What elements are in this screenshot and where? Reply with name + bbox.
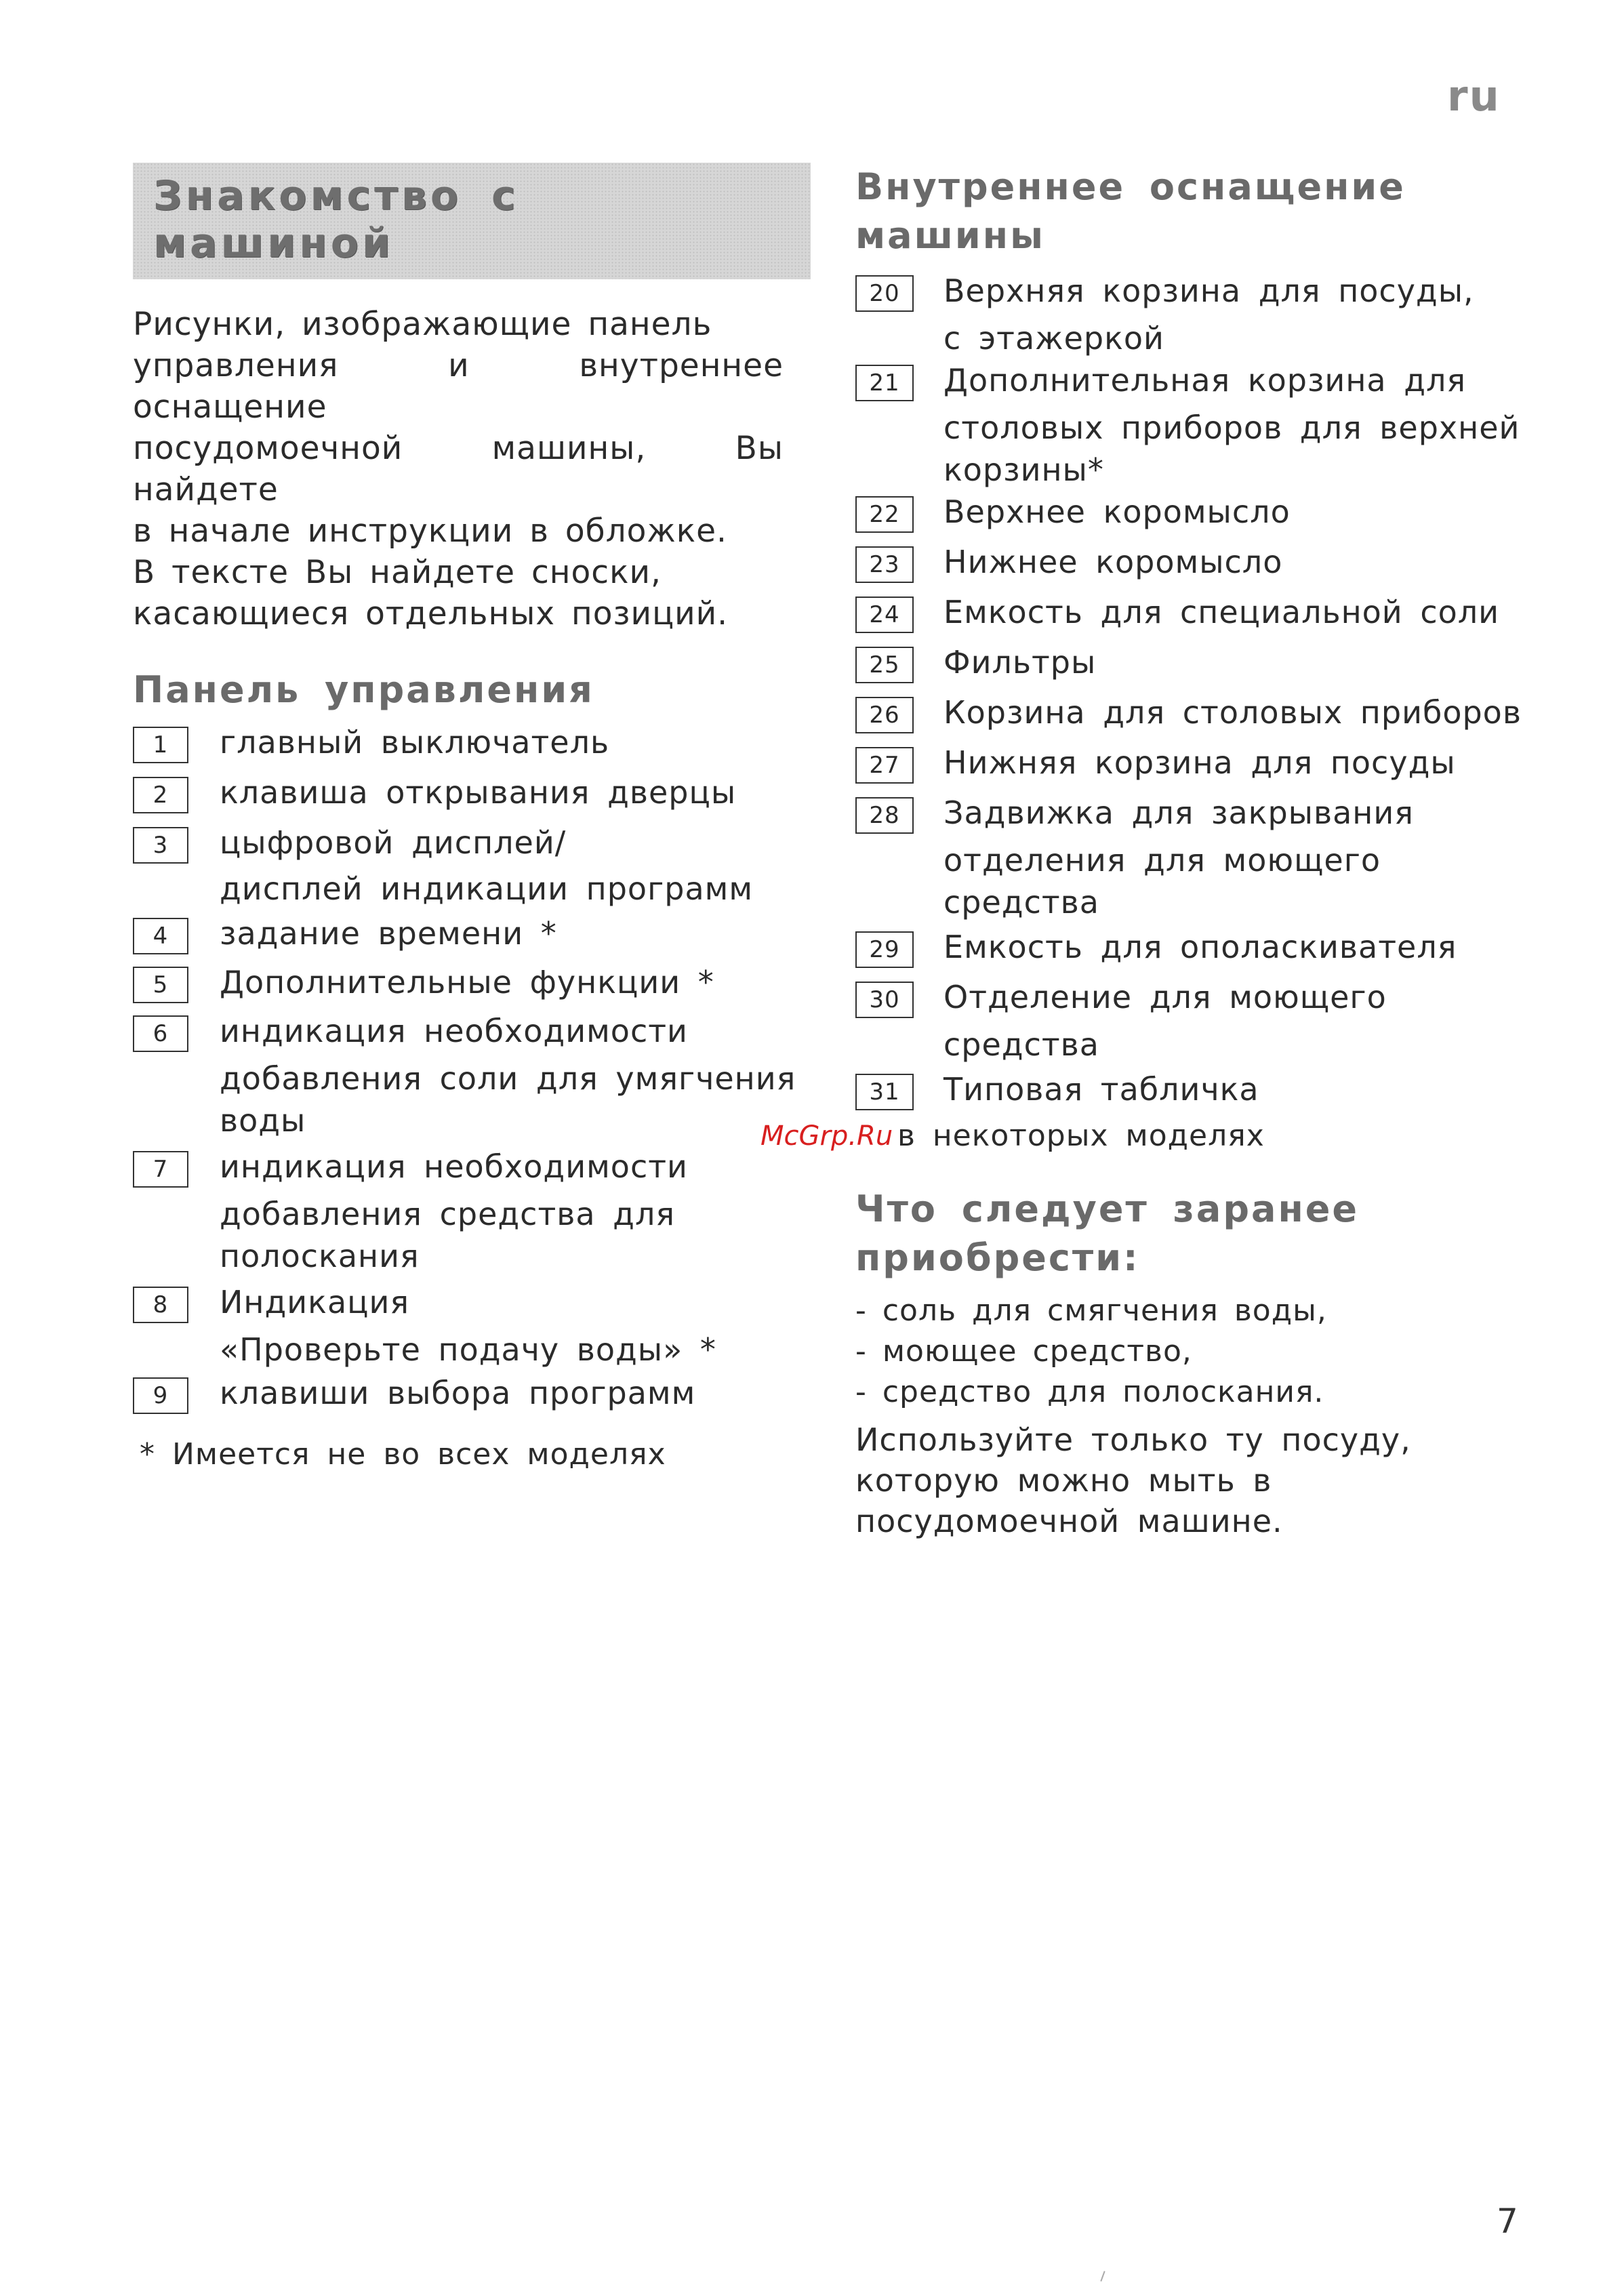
item-line: Индикация [220,1284,410,1320]
item-number: 3 [133,827,188,864]
inner-title [855,163,1533,260]
item-line: Верхнее коромысло [943,493,1291,530]
intro-line: управления и внутреннее оснащение [133,347,784,426]
item-line: Верхняя корзина для посуды, [943,272,1474,309]
item-text [943,359,1533,491]
list-item [855,742,1533,784]
item-text [220,771,811,813]
item-text [943,742,1533,784]
item-number: 6 [133,1015,188,1052]
left-column [133,163,811,1475]
item-number: 31 [855,1074,914,1110]
section-banner [133,163,811,279]
list-item: - моющее средство, [855,1334,1192,1369]
item-line: задание времени * [220,915,557,952]
list-item [133,721,811,763]
item-number: 22 [855,496,914,533]
closing-line: Используйте только ту посуду, [855,1421,1411,1458]
item-line: Отделение для моющего [943,979,1387,1015]
list-item [133,822,811,910]
item-line: корзины* [943,451,1104,488]
item-text [220,1146,811,1277]
item-line: средства [943,884,1099,921]
list-item [855,491,1533,533]
item-line: главный выключатель [220,724,610,761]
item-text [220,912,811,954]
item-number: 9 [133,1377,188,1414]
panel-title: Панель управления [133,668,594,711]
list-item [855,541,1533,583]
title-line: приобрести: [855,1236,1140,1279]
inner-list [855,270,1533,1110]
list-item [133,1146,811,1277]
page-number: 7 [1497,2202,1518,2241]
intro-line: В тексте Вы найдете сноски, [133,554,662,591]
footnote-text: в некоторых моделях [897,1118,1265,1153]
item-number: 1 [133,727,188,763]
item-number: 2 [133,777,188,813]
item-line: Емкость для специальной соли [943,594,1500,630]
intro-line: Рисунки, изображающие панель [133,306,712,343]
item-text [943,792,1533,923]
right-column [760,163,1533,1541]
intro-line: в начале инструкции в обложке. [133,512,727,550]
closing-line: которую можно мыть в [855,1462,1272,1499]
item-text [943,491,1533,533]
item-text [943,641,1533,683]
item-text [943,591,1533,633]
item-text [220,1372,811,1414]
item-text [943,926,1533,968]
list-item [855,591,1533,633]
item-line: добавления средства для [220,1196,676,1232]
item-line: клавиши выбора программ [220,1375,696,1411]
list-item [855,270,1533,359]
item-line: воды [220,1102,306,1139]
item-text [943,691,1533,733]
item-number: 23 [855,546,914,583]
item-number: 8 [133,1287,188,1323]
item-text [220,1281,811,1371]
list-item [855,641,1533,683]
list-item [855,926,1533,968]
right-footnote [760,1116,1533,1156]
item-text [220,961,811,1003]
item-number: 30 [855,982,914,1018]
item-number: 26 [855,697,914,733]
item-line: Емкость для ополаскивателя [943,929,1457,965]
language-code: ru [1447,71,1501,121]
item-line: цыфровой дисплей/ [220,824,567,861]
item-line: полоскания [220,1238,420,1274]
list-item [855,792,1533,923]
item-line: «Проверьте подачу воды» * [220,1331,716,1368]
list-item [855,976,1533,1066]
item-text [220,1010,811,1142]
list-item [133,1010,811,1142]
list-item: - средство для полоскания. [855,1375,1324,1409]
item-line: средства [943,1026,1099,1063]
panel-list [133,721,811,1414]
item-line: Дополнительная корзина для [943,362,1467,399]
intro-line: касающиеся отдельных позиций. [133,595,729,632]
title-line: Внутреннее оснащение [855,165,1406,208]
item-line: индикация необходимости [220,1148,688,1185]
list-item [133,961,811,1003]
banner-title: Знакомство с машиной [153,172,519,267]
intro-paragraph [133,304,784,634]
item-number: 4 [133,918,188,954]
intro-line: посудомоечной машины, Вы найдете [133,430,784,508]
item-text [220,822,811,910]
item-number: 28 [855,797,914,834]
item-number: 25 [855,647,914,683]
item-line: Фильтры [943,644,1097,681]
list-item [133,912,811,954]
item-line: Дополнительные функции * [220,964,714,1001]
item-line: клавиша открывания дверцы [220,774,737,811]
acquire-list [855,1291,1533,1413]
list-item [855,359,1533,491]
footnote: * Имеется не во всех моделях [140,1437,666,1472]
item-number: 29 [855,931,914,968]
item-text [943,270,1533,359]
item-line: дисплей индикации программ [220,870,754,907]
title-line: Что следует заранее [855,1188,1360,1230]
item-number: 5 [133,967,188,1003]
title-line: машины [855,214,1045,257]
item-line: отделения для моющего [943,842,1381,878]
item-line: Нижнее коромысло [943,544,1283,580]
item-line: Нижняя корзина для посуды [943,744,1456,781]
item-line: Задвижка для закрывания [943,794,1414,831]
list-item [133,1281,811,1371]
list-item [133,771,811,813]
item-text [220,721,811,763]
item-text [943,976,1533,1066]
item-number: 7 [133,1151,188,1188]
list-item [133,1372,811,1414]
item-number: 20 [855,275,914,312]
item-number: 24 [855,597,914,633]
item-number: 27 [855,747,914,784]
watermark: McGrp.Ru [760,1120,893,1152]
list-item [855,1068,1533,1110]
item-text [943,1068,1533,1110]
closing-paragraph [855,1419,1533,1541]
item-line: добавления соли для умягчения [220,1060,796,1097]
item-number: 21 [855,365,914,401]
item-text [943,541,1533,583]
list-item: - соль для смягчения воды, [855,1293,1327,1328]
item-line: Корзина для столовых приборов [943,694,1522,731]
item-line: с этажеркой [943,320,1164,357]
item-line: Типовая табличка [943,1071,1259,1108]
acquire-title [855,1185,1533,1282]
closing-line: посудомоечной машине. [855,1503,1283,1539]
item-line: столовых приборов для верхней [943,409,1520,446]
item-line: индикация необходимости [220,1013,688,1049]
scan-mark [1100,2271,1105,2282]
list-item [855,691,1533,733]
